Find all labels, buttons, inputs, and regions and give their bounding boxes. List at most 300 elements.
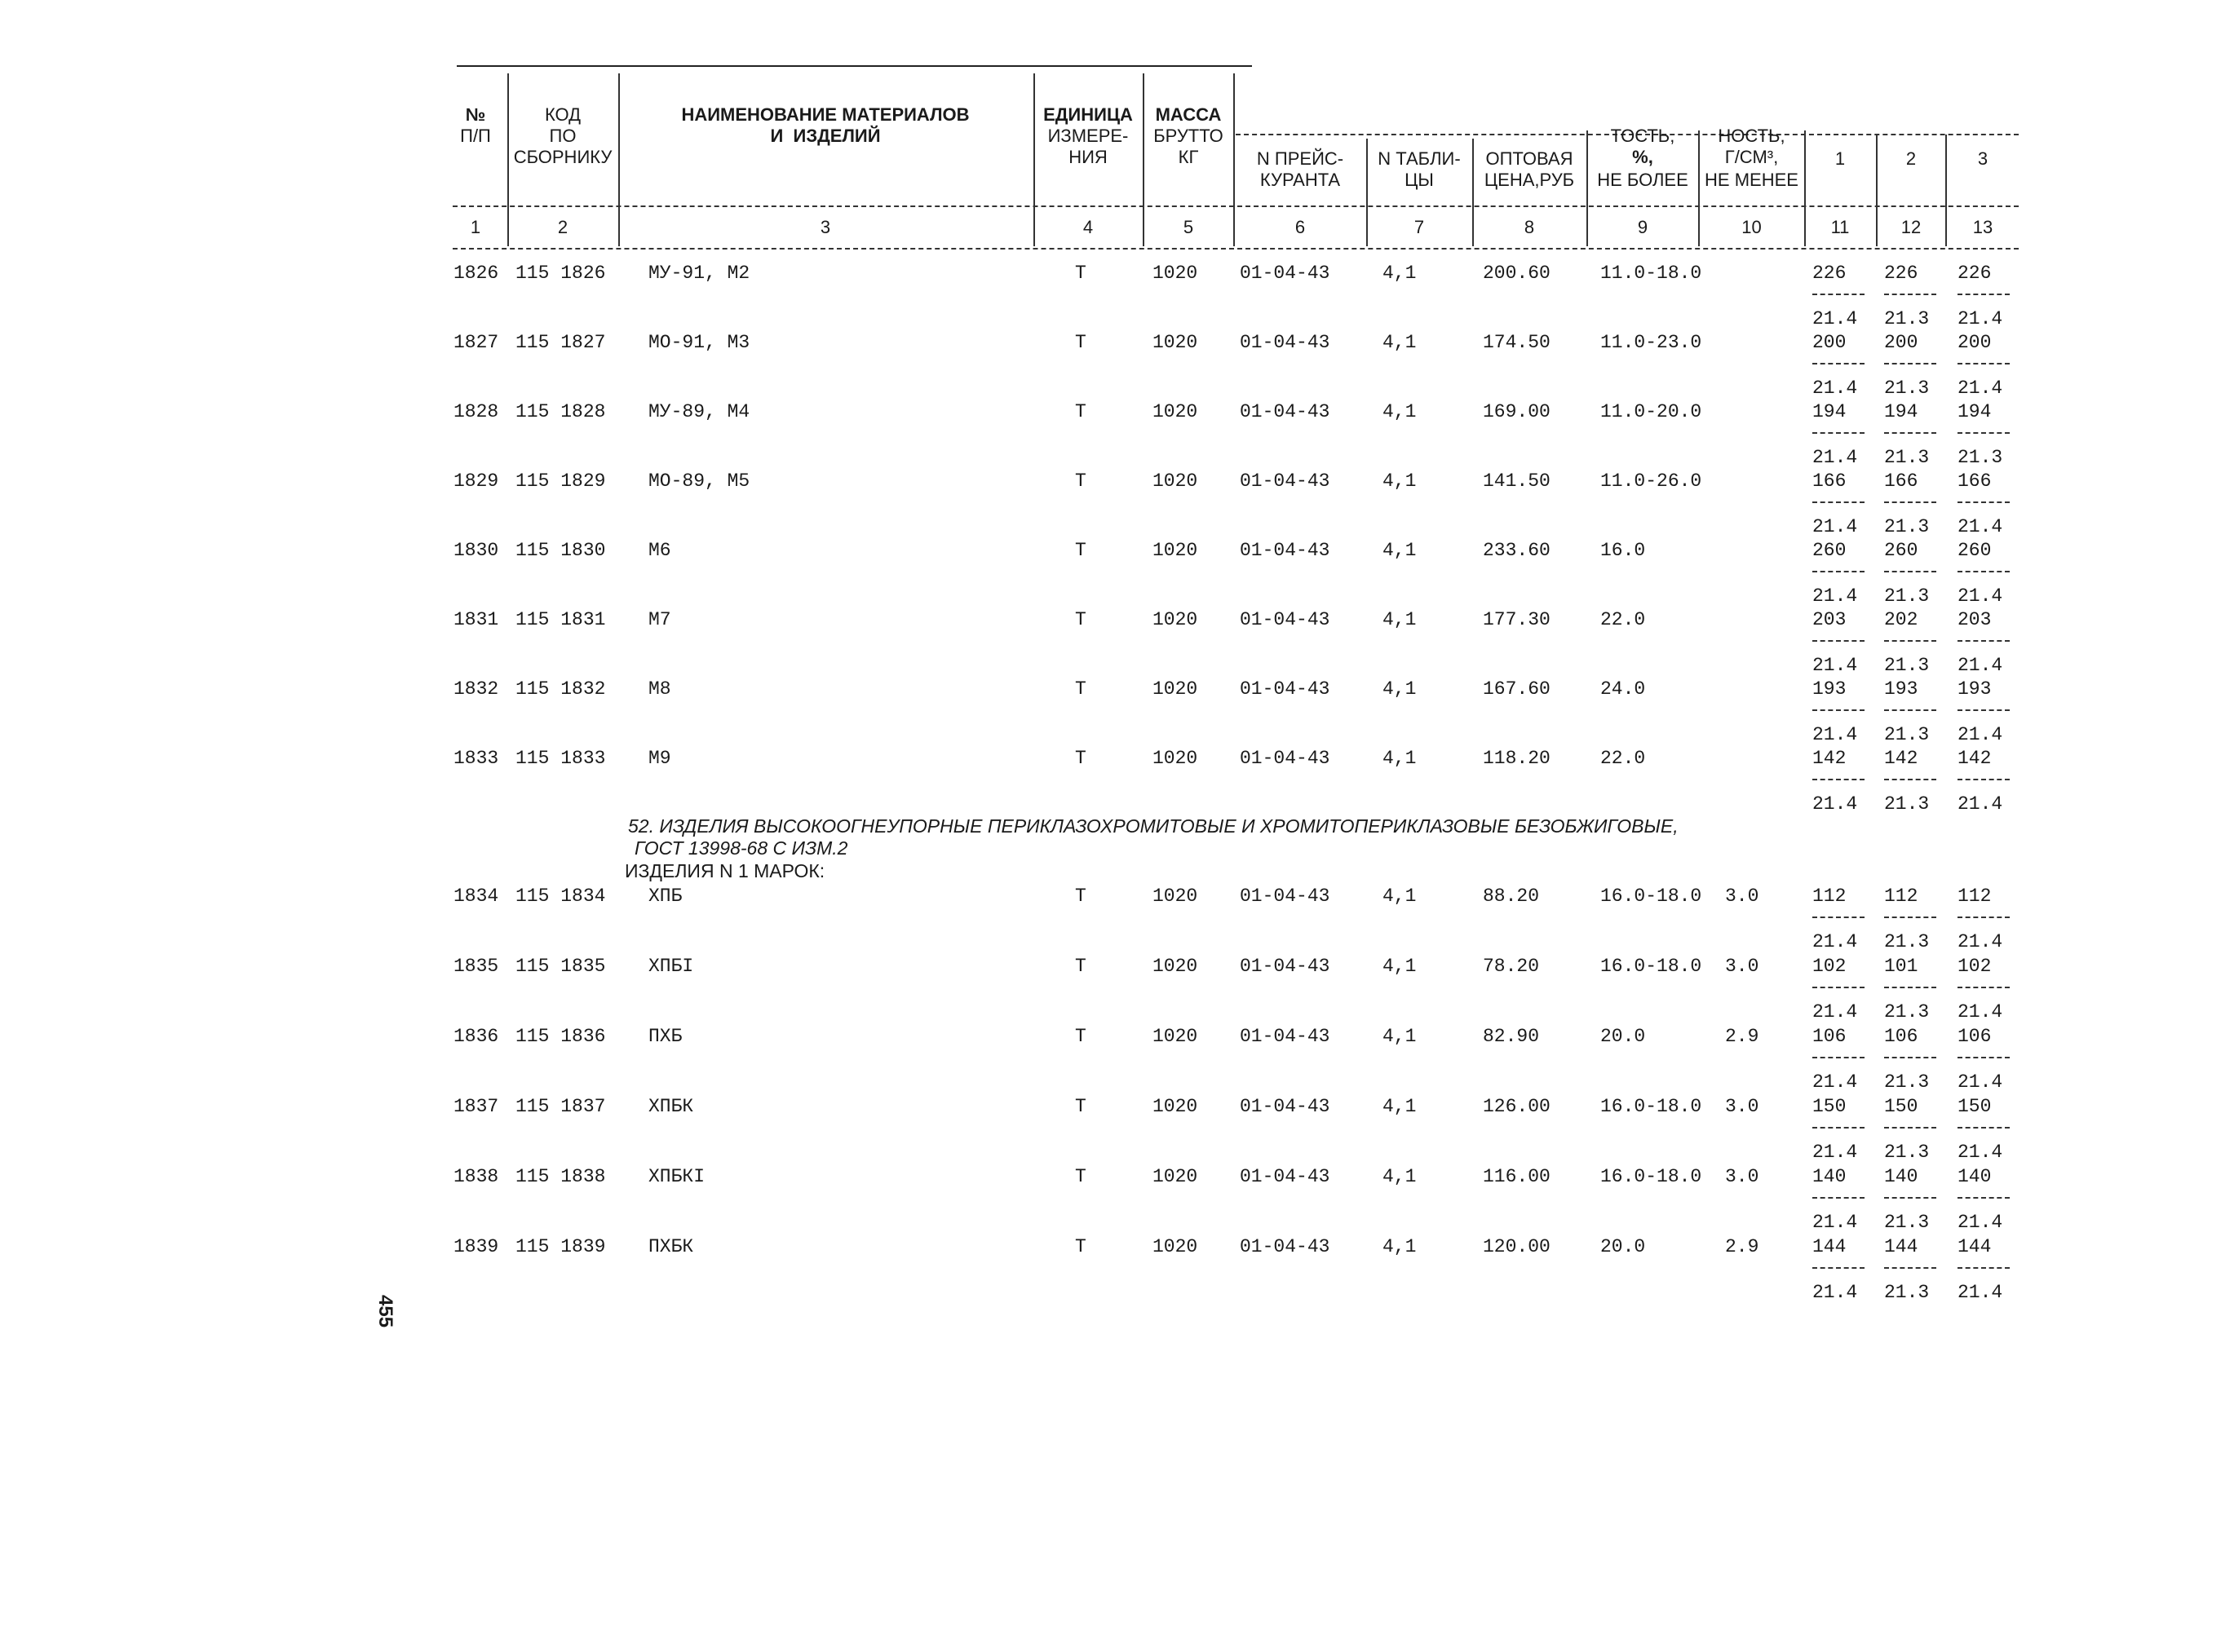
cell-num: 1836: [453, 1026, 499, 1047]
fraction-divider: [1884, 294, 1936, 295]
colnum-3: 3: [820, 217, 831, 237]
cell-v1-denominator: 21.4: [1812, 655, 1858, 676]
fraction-divider: [1812, 1127, 1865, 1129]
fraction-divider: [1812, 779, 1865, 780]
fraction-divider: [1812, 640, 1865, 642]
fraction-divider: [1958, 294, 2010, 295]
cell-code: 115 1827: [515, 332, 606, 353]
cell-price: 88.20: [1483, 886, 1540, 907]
cell-num: 1826: [453, 263, 499, 284]
cell-price: 169.00: [1483, 401, 1551, 422]
cell-mass: 1020: [1152, 956, 1198, 977]
cell-price: 174.50: [1483, 332, 1551, 353]
header-vsep-4: [1143, 73, 1144, 246]
fraction-divider: [1958, 1267, 2010, 1269]
cell-price: 118.20: [1483, 748, 1551, 769]
cell-porosity: 20.0: [1600, 1026, 1646, 1047]
cell-code: 115 1838: [515, 1166, 606, 1187]
cell-v3-denominator: 21.4: [1958, 655, 2003, 676]
cell-unit: Т: [1075, 263, 1086, 284]
cell-table: 4,1: [1382, 1236, 1417, 1257]
fraction-divider: [1884, 571, 1936, 572]
cell-name: МУ-91, М2: [648, 263, 750, 284]
fraction-divider: [1812, 987, 1865, 988]
page-number: 455: [374, 1295, 396, 1328]
fraction-divider: [1958, 987, 2010, 988]
header-col12: 2: [1905, 148, 1917, 169]
cell-mass: 1020: [1152, 263, 1198, 284]
header-top-rule: [457, 65, 1252, 67]
cell-unit: Т: [1075, 678, 1086, 700]
header-col4-line3: НИЯ: [1068, 147, 1108, 167]
cell-mass: 1020: [1152, 886, 1198, 907]
cell-mass: 1020: [1152, 401, 1198, 422]
header-vsep-12: [1945, 135, 1947, 246]
header-col3-line1: НАИМЕНОВАНИЕ МАТЕРИАЛОВ: [681, 104, 970, 125]
cell-code: 115 1829: [515, 470, 606, 492]
cell-porosity: 16.0-18.0: [1600, 956, 1702, 977]
cell-code: 115 1836: [515, 1026, 606, 1047]
cell-code: 115 1831: [515, 609, 606, 630]
fraction-divider: [1958, 501, 2010, 503]
cell-table: 4,1: [1382, 470, 1417, 492]
cell-v2-denominator: 21.3: [1884, 585, 1930, 607]
cell-name: М6: [648, 540, 671, 561]
cell-v3-denominator: 21.4: [1958, 793, 2003, 815]
cell-code: 115 1833: [515, 748, 606, 769]
cell-v3-numerator: 106: [1958, 1026, 1992, 1047]
cell-v3-denominator: 21.4: [1958, 1001, 2003, 1023]
header-col9-line3: НЕ БОЛЕЕ: [1597, 170, 1688, 190]
cell-v2-numerator: 226: [1884, 263, 1918, 284]
cell-v2-numerator: 106: [1884, 1026, 1918, 1047]
fraction-divider: [1884, 1197, 1936, 1199]
cell-v3-denominator: 21.4: [1958, 1282, 2003, 1303]
cell-v1-numerator: 200: [1812, 332, 1847, 353]
cell-table: 4,1: [1382, 956, 1417, 977]
cell-v1-numerator: 112: [1812, 886, 1847, 907]
cell-name: ХПБК: [648, 1096, 694, 1117]
header-col8-line2: ЦЕНА,РУБ: [1484, 170, 1575, 190]
cell-v2-numerator: 200: [1884, 332, 1918, 353]
cell-v1-numerator: 150: [1812, 1096, 1847, 1117]
cell-v2-denominator: 21.3: [1884, 724, 1930, 745]
header-col6-line1: N ПРЕЙС-: [1256, 148, 1344, 169]
header-col2-line1: КОД: [544, 104, 582, 125]
fraction-divider: [1958, 363, 2010, 364]
fraction-divider: [1812, 1197, 1865, 1199]
cell-unit: Т: [1075, 470, 1086, 492]
cell-price-list: 01-04-43: [1240, 1236, 1330, 1257]
cell-v3-numerator: 194: [1958, 401, 1992, 422]
cell-v2-numerator: 166: [1884, 470, 1918, 492]
cell-mass: 1020: [1152, 1096, 1198, 1117]
cell-mass: 1020: [1152, 609, 1198, 630]
cell-num: 1830: [453, 540, 499, 561]
header-vsep-6: [1366, 139, 1368, 246]
fraction-divider: [1884, 1267, 1936, 1269]
cell-v3-numerator: 144: [1958, 1236, 1992, 1257]
cell-porosity: 16.0-18.0: [1600, 1166, 1702, 1187]
cell-v3-denominator: 21.4: [1958, 516, 2003, 537]
header-col9-line1: ТОСТЬ,: [1610, 126, 1675, 146]
fraction-divider: [1884, 917, 1936, 918]
cell-v1-numerator: 166: [1812, 470, 1847, 492]
cell-v1-denominator: 21.4: [1812, 1071, 1858, 1093]
cell-table: 4,1: [1382, 886, 1417, 907]
cell-density: 3.0: [1725, 1096, 1759, 1117]
cell-v1-denominator: 21.4: [1812, 1142, 1858, 1163]
fraction-divider: [1958, 779, 2010, 780]
cell-v2-denominator: 21.3: [1884, 1282, 1930, 1303]
cell-v2-numerator: 260: [1884, 540, 1918, 561]
fraction-divider: [1812, 1057, 1865, 1058]
cell-price: 167.60: [1483, 678, 1551, 700]
fraction-divider: [1884, 779, 1936, 780]
cell-v3-denominator: 21.4: [1958, 1142, 2003, 1163]
cell-name: МО-91, М3: [648, 332, 750, 353]
cell-num: 1829: [453, 470, 499, 492]
fraction-divider: [1812, 917, 1865, 918]
cell-v3-denominator: 21.4: [1958, 724, 2003, 745]
cell-price-list: 01-04-43: [1240, 609, 1330, 630]
cell-name: ХПБI: [648, 956, 694, 977]
cell-num: 1837: [453, 1096, 499, 1117]
cell-v2-numerator: 140: [1884, 1166, 1918, 1187]
cell-v2-denominator: 21.3: [1884, 1001, 1930, 1023]
fraction-divider: [1958, 640, 2010, 642]
cell-density: 3.0: [1725, 1166, 1759, 1187]
cell-density: 2.9: [1725, 1026, 1759, 1047]
fraction-divider: [1958, 917, 2010, 918]
section-title-line1: 52. ИЗДЕЛИЯ ВЫСОКООГНЕУПОРНЫЕ ПЕРИКЛАЗОХРОМИТОВЫЕ И ХРОМИТОПЕРИКЛАЗОВЫЕ БЕЗОБЖИГОВЫЕ,: [628, 815, 1679, 837]
cell-v3-numerator: 226: [1958, 263, 1992, 284]
cell-v1-denominator: 21.4: [1812, 308, 1858, 329]
cell-v2-numerator: 202: [1884, 609, 1918, 630]
cell-v2-denominator: 21.3: [1884, 308, 1930, 329]
header-vsep-11: [1876, 135, 1878, 246]
cell-v1-numerator: 193: [1812, 678, 1847, 700]
cell-v3-numerator: 150: [1958, 1096, 1992, 1117]
cell-price: 78.20: [1483, 956, 1540, 977]
cell-v2-denominator: 21.3: [1884, 793, 1930, 815]
cell-unit: Т: [1075, 609, 1086, 630]
cell-unit: Т: [1075, 1236, 1086, 1257]
cell-name: М9: [648, 748, 671, 769]
header-vsep-5: [1233, 73, 1235, 246]
header-col4-line1: ЕДИНИЦА: [1043, 104, 1133, 125]
cell-price: 126.00: [1483, 1096, 1551, 1117]
cell-v1-numerator: 194: [1812, 401, 1847, 422]
cell-density: 2.9: [1725, 1236, 1759, 1257]
fraction-divider: [1884, 363, 1936, 364]
fraction-divider: [1812, 709, 1865, 711]
cell-porosity: 22.0: [1600, 748, 1646, 769]
cell-unit: Т: [1075, 401, 1086, 422]
cell-price-list: 01-04-43: [1240, 748, 1330, 769]
colnum-4: 4: [1082, 217, 1094, 237]
colnum-5: 5: [1183, 217, 1194, 237]
cell-table: 4,1: [1382, 1166, 1417, 1187]
cell-unit: Т: [1075, 1096, 1086, 1117]
cell-porosity: 22.0: [1600, 609, 1646, 630]
colnum-9: 9: [1637, 217, 1648, 237]
cell-mass: 1020: [1152, 540, 1198, 561]
fraction-divider: [1958, 432, 2010, 434]
cell-price-list: 01-04-43: [1240, 401, 1330, 422]
cell-unit: Т: [1075, 1026, 1086, 1047]
cell-name: МО-89, М5: [648, 470, 750, 492]
header-col8-line1: ОПТОВАЯ: [1485, 148, 1573, 169]
cell-porosity: 16.0: [1600, 540, 1646, 561]
cell-density: 3.0: [1725, 886, 1759, 907]
cell-unit: Т: [1075, 748, 1086, 769]
cell-price-list: 01-04-43: [1240, 263, 1330, 284]
cell-name: ХПБ: [648, 886, 683, 907]
cell-v1-numerator: 140: [1812, 1166, 1847, 1187]
cell-code: 115 1826: [515, 263, 606, 284]
cell-price-list: 01-04-43: [1240, 1096, 1330, 1117]
fraction-divider: [1958, 1057, 2010, 1058]
cell-code: 115 1839: [515, 1236, 606, 1257]
cell-v2-denominator: 21.3: [1884, 447, 1930, 468]
colnum-10: 10: [1741, 217, 1762, 237]
cell-price: 233.60: [1483, 540, 1551, 561]
cell-table: 4,1: [1382, 1026, 1417, 1047]
header-under-rule: [453, 205, 2019, 207]
cell-v2-denominator: 21.3: [1884, 378, 1930, 399]
cell-v1-denominator: 21.4: [1812, 1212, 1858, 1233]
cell-mass: 1020: [1152, 332, 1198, 353]
fraction-divider: [1884, 987, 1936, 988]
cell-v1-numerator: 106: [1812, 1026, 1847, 1047]
cell-v3-numerator: 260: [1958, 540, 1992, 561]
cell-v3-numerator: 166: [1958, 470, 1992, 492]
cell-num: 1834: [453, 886, 499, 907]
cell-v1-numerator: 260: [1812, 540, 1847, 561]
colnum-2: 2: [557, 217, 568, 237]
cell-v3-denominator: 21.4: [1958, 1212, 2003, 1233]
cell-price: 116.00: [1483, 1166, 1551, 1187]
fraction-divider: [1884, 501, 1936, 503]
header-vsep-2: [618, 73, 620, 246]
cell-v1-numerator: 144: [1812, 1236, 1847, 1257]
cell-v3-denominator: 21.4: [1958, 931, 2003, 952]
cell-code: 115 1834: [515, 886, 606, 907]
colnum-12: 12: [1900, 217, 1922, 237]
cell-num: 1832: [453, 678, 499, 700]
cell-table: 4,1: [1382, 263, 1417, 284]
fraction-divider: [1884, 432, 1936, 434]
cell-unit: Т: [1075, 886, 1086, 907]
cell-price: 82.90: [1483, 1026, 1540, 1047]
cell-density: 3.0: [1725, 956, 1759, 977]
cell-unit: Т: [1075, 332, 1086, 353]
fraction-divider: [1812, 363, 1865, 364]
colnum-13: 13: [1972, 217, 1993, 237]
cell-v2-denominator: 21.3: [1884, 931, 1930, 952]
header-col9-line2: %,: [1632, 147, 1653, 167]
cell-code: 115 1832: [515, 678, 606, 700]
cell-mass: 1020: [1152, 748, 1198, 769]
cell-price: 200.60: [1483, 263, 1551, 284]
section-subtitle: ИЗДЕЛИЯ N 1 МАРОК:: [625, 860, 825, 881]
cell-v1-denominator: 21.4: [1812, 931, 1858, 952]
cell-v3-denominator: 21.4: [1958, 378, 2003, 399]
cell-mass: 1020: [1152, 678, 1198, 700]
cell-v2-denominator: 21.3: [1884, 1212, 1930, 1233]
cell-porosity: 16.0-18.0: [1600, 1096, 1702, 1117]
cell-v3-denominator: 21.4: [1958, 1071, 2003, 1093]
cell-porosity: 11.0-26.0: [1600, 470, 1702, 492]
header-vsep-8: [1586, 130, 1588, 246]
colnum-1: 1: [470, 217, 481, 237]
cell-code: 115 1830: [515, 540, 606, 561]
fraction-divider: [1884, 1057, 1936, 1058]
header-col5-line3: КГ: [1178, 147, 1199, 167]
header-vsep-9: [1698, 130, 1700, 246]
fraction-divider: [1884, 709, 1936, 711]
cell-v2-numerator: 101: [1884, 956, 1918, 977]
cell-num: 1835: [453, 956, 499, 977]
header-col5-line2: БРУТТО: [1153, 126, 1223, 146]
header-col6-line2: КУРАНТА: [1259, 170, 1341, 190]
cell-v1-denominator: 21.4: [1812, 1282, 1858, 1303]
colnum-6: 6: [1294, 217, 1306, 237]
header-vsep-7: [1472, 139, 1474, 246]
fraction-divider: [1958, 1127, 2010, 1129]
header-col5-line1: МАССА: [1155, 104, 1222, 125]
header-col4-line2: ИЗМЕРЕ-: [1047, 126, 1129, 146]
header-vsep-1: [507, 73, 509, 246]
cell-num: 1831: [453, 609, 499, 630]
cell-v1-denominator: 21.4: [1812, 793, 1858, 815]
cell-table: 4,1: [1382, 540, 1417, 561]
cell-price: 120.00: [1483, 1236, 1551, 1257]
cell-v1-denominator: 21.4: [1812, 724, 1858, 745]
cell-v3-denominator: 21.4: [1958, 308, 2003, 329]
cell-v1-numerator: 226: [1812, 263, 1847, 284]
cell-price-list: 01-04-43: [1240, 956, 1330, 977]
header-col1-line1: №: [465, 104, 486, 125]
fraction-divider: [1812, 501, 1865, 503]
header-col3-line2: И ИЗДЕЛИЙ: [770, 126, 881, 146]
cell-price-list: 01-04-43: [1240, 332, 1330, 353]
header-col7-line2: ЦЫ: [1405, 170, 1434, 190]
cell-v2-numerator: 112: [1884, 886, 1918, 907]
colnum-7: 7: [1413, 217, 1425, 237]
fraction-divider: [1884, 1127, 1936, 1129]
cell-v1-denominator: 21.4: [1812, 1001, 1858, 1023]
cell-name: ПХБ: [648, 1026, 683, 1047]
section-title-line2: ГОСТ 13998-68 С ИЗМ.2: [635, 837, 848, 859]
cell-v2-numerator: 142: [1884, 748, 1918, 769]
cell-v2-denominator: 21.3: [1884, 655, 1930, 676]
header-col10-line1: НОСТЬ,: [1718, 126, 1785, 146]
fraction-divider: [1812, 432, 1865, 434]
fraction-divider: [1812, 571, 1865, 572]
cell-num: 1838: [453, 1166, 499, 1187]
cell-table: 4,1: [1382, 678, 1417, 700]
cell-v1-denominator: 21.4: [1812, 516, 1858, 537]
cell-v1-denominator: 21.4: [1812, 378, 1858, 399]
cell-v1-denominator: 21.4: [1812, 585, 1858, 607]
cell-v2-numerator: 194: [1884, 401, 1918, 422]
cell-v3-numerator: 142: [1958, 748, 1992, 769]
cell-num: 1839: [453, 1236, 499, 1257]
fraction-divider: [1812, 294, 1865, 295]
cell-name: ПХБК: [648, 1236, 694, 1257]
cell-v2-denominator: 21.3: [1884, 1071, 1930, 1093]
cell-porosity: 20.0: [1600, 1236, 1646, 1257]
cell-v3-numerator: 102: [1958, 956, 1992, 977]
cell-table: 4,1: [1382, 401, 1417, 422]
cell-v2-numerator: 193: [1884, 678, 1918, 700]
colnum-8: 8: [1524, 217, 1535, 237]
header-vsep-10: [1804, 130, 1806, 246]
header-col7-line1: N ТАБЛИ-: [1378, 148, 1461, 169]
fraction-divider: [1884, 640, 1936, 642]
cell-porosity: 24.0: [1600, 678, 1646, 700]
cell-name: ХПБКI: [648, 1166, 706, 1187]
cell-v2-denominator: 21.3: [1884, 516, 1930, 537]
cell-price-list: 01-04-43: [1240, 540, 1330, 561]
cell-price: 141.50: [1483, 470, 1551, 492]
cell-num: 1833: [453, 748, 499, 769]
cell-name: М7: [648, 609, 671, 630]
cell-v3-numerator: 193: [1958, 678, 1992, 700]
cell-v3-numerator: 112: [1958, 886, 1992, 907]
cell-num: 1828: [453, 401, 499, 422]
cell-v2-numerator: 144: [1884, 1236, 1918, 1257]
cell-table: 4,1: [1382, 332, 1417, 353]
cell-price-list: 01-04-43: [1240, 678, 1330, 700]
cell-unit: Т: [1075, 956, 1086, 977]
cell-num: 1827: [453, 332, 499, 353]
cell-v1-numerator: 203: [1812, 609, 1847, 630]
cell-v3-denominator: 21.3: [1958, 447, 2003, 468]
cell-v1-numerator: 102: [1812, 956, 1847, 977]
cell-v2-numerator: 150: [1884, 1096, 1918, 1117]
cell-mass: 1020: [1152, 470, 1198, 492]
cell-price-list: 01-04-43: [1240, 1026, 1330, 1047]
cell-porosity: 16.0-18.0: [1600, 886, 1702, 907]
cell-porosity: 11.0-23.0: [1600, 332, 1702, 353]
cell-v3-numerator: 140: [1958, 1166, 1992, 1187]
cell-v3-numerator: 200: [1958, 332, 1992, 353]
cell-v3-numerator: 203: [1958, 609, 1992, 630]
fraction-divider: [1958, 571, 2010, 572]
cell-porosity: 11.0-18.0: [1600, 263, 1702, 284]
cell-unit: Т: [1075, 1166, 1086, 1187]
cell-table: 4,1: [1382, 1096, 1417, 1117]
fraction-divider: [1812, 1267, 1865, 1269]
header-col13: 3: [1977, 148, 1988, 169]
header-col1-line2: П/П: [460, 126, 491, 146]
cell-code: 115 1837: [515, 1096, 606, 1117]
cell-name: МУ-89, М4: [648, 401, 750, 422]
cell-v2-denominator: 21.3: [1884, 1142, 1930, 1163]
cell-mass: 1020: [1152, 1026, 1198, 1047]
cell-unit: Т: [1075, 540, 1086, 561]
cell-code: 115 1835: [515, 956, 606, 977]
fraction-divider: [1958, 1197, 2010, 1199]
cell-price-list: 01-04-43: [1240, 886, 1330, 907]
cell-name: М8: [648, 678, 671, 700]
cell-v3-denominator: 21.4: [1958, 585, 2003, 607]
header-col10-line2: Г/СМ³,: [1724, 147, 1779, 167]
header-col2-line2: ПО: [549, 126, 577, 146]
